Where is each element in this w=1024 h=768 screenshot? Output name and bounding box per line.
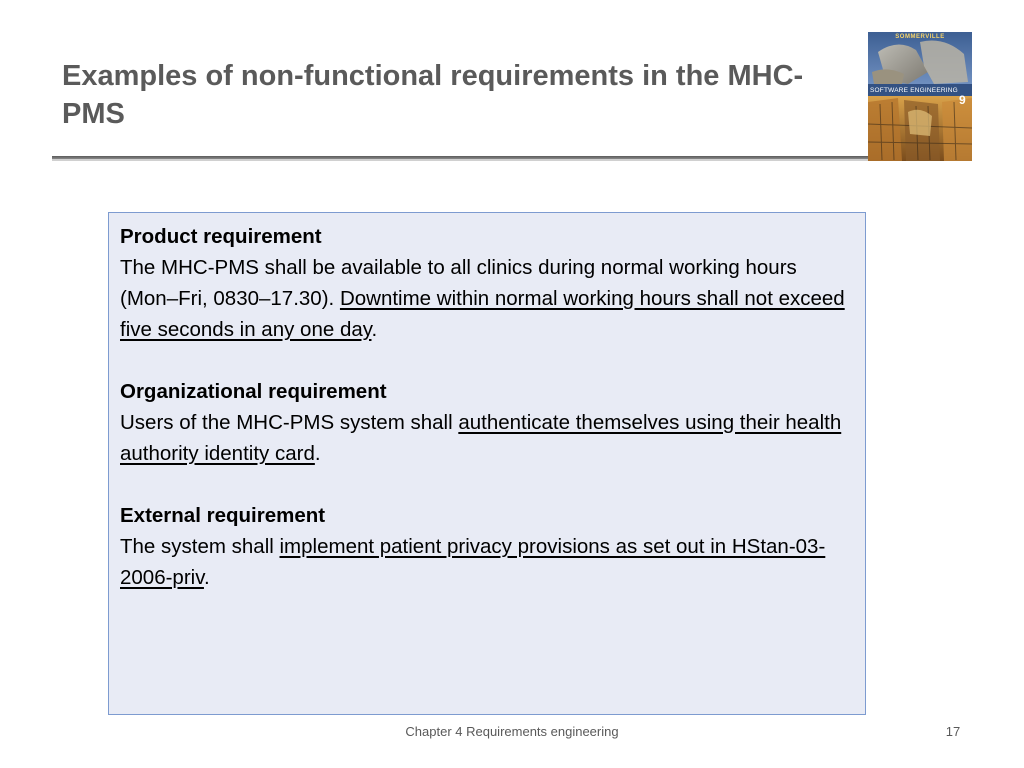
requirement-text-underlined: Downtime within normal working hours shall not exceed five seconds in any one day	[120, 287, 845, 341]
requirement-text-end: .	[314, 442, 321, 465]
book-edition: 9	[959, 93, 966, 107]
requirement-heading: Organizational requirement	[120, 380, 387, 403]
requirement-text-plain: The system shall	[120, 535, 280, 558]
external-requirement	[120, 500, 855, 593]
requirement-text-underlined: authenticate themselves using their health authority identity card	[120, 411, 842, 465]
product-requirement	[120, 221, 855, 345]
requirement-heading: External requirement	[120, 504, 326, 527]
page-number: 17	[945, 724, 961, 739]
title-divider-shadow	[52, 159, 872, 161]
requirement-text-end: .	[371, 318, 378, 341]
organizational-requirement	[120, 376, 855, 469]
requirement-text-plain: Users of the MHC-PMS system shall	[120, 411, 459, 434]
requirement-text	[120, 531, 855, 593]
requirement-text-end: .	[203, 566, 210, 589]
requirements-box	[108, 212, 866, 715]
book-title: SOFTWARE ENGINEERING	[870, 87, 958, 94]
book-cover-image	[868, 32, 972, 161]
requirement-heading: Product requirement	[120, 225, 322, 248]
requirement-text	[120, 252, 855, 345]
slide-footer: Chapter 4 Requirements engineering	[405, 724, 619, 739]
requirement-text-plain: The MHC-PMS shall be available to all clinics during normal working hours (Mon–Fri, 0830–17.30).	[120, 256, 797, 310]
book-cover-art	[868, 32, 972, 161]
requirement-text-underlined: implement patient privacy provisions as set out in HStan-03-2006-priv	[120, 535, 826, 589]
requirement-text	[120, 407, 855, 469]
slide-title: Examples of non-functional requirements in the MHC-PMS	[62, 60, 804, 130]
book-author: SOMMERVILLE	[895, 34, 945, 40]
